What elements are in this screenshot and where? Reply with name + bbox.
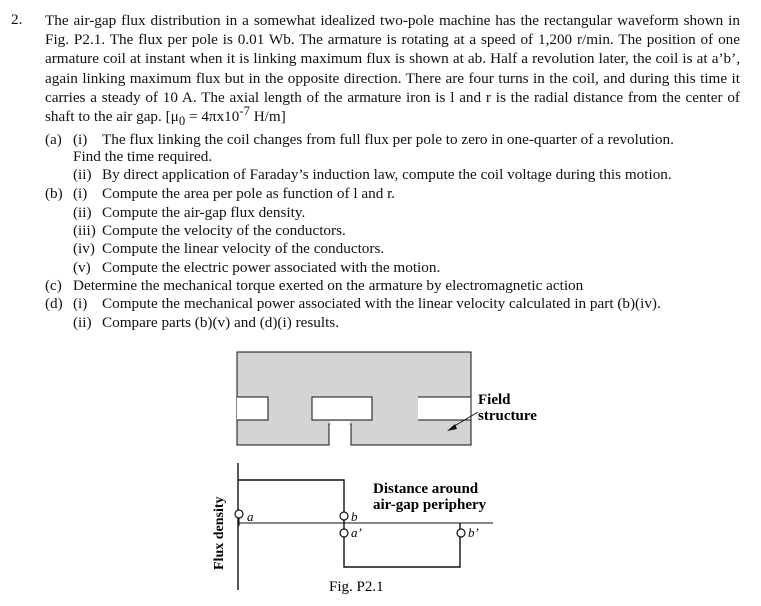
- slot-left: [237, 397, 268, 420]
- point-b-label: b: [351, 509, 358, 524]
- part-a-label: (a): [45, 131, 62, 148]
- part-b-ii-text: Compute the air-gap flux density.: [102, 204, 306, 221]
- part-b-iii-text: Compute the velocity of the conductors.: [102, 222, 346, 239]
- slot-right: [418, 397, 471, 420]
- coil-side-a-prime-marker: [340, 529, 348, 537]
- part-d-ii-sub: (ii): [73, 314, 92, 331]
- point-a-prime-label: a’: [351, 525, 362, 540]
- distance-label-1: Distance around: [373, 481, 479, 497]
- part-b-v-sub: (v): [73, 259, 91, 276]
- part-b-v-text: Compute the electric power associated with the motion.: [102, 259, 441, 276]
- part-b-i-sub: (i): [73, 185, 88, 202]
- part-a-ii-text: By direct application of Faraday’s induction law, compute the coil voltage during this motion.: [102, 166, 672, 183]
- part-b-i-text: Compute the area per pole as function of l and r.: [102, 185, 396, 202]
- part-a-i-sub: (i): [73, 131, 88, 148]
- problem-statement: The air-gap flux distribution in a somewhat idealized two-pole machine has the rectangular waveform shown in Fig. P2.1. The flux per pole is 0.01 Wb. The armature is rotating at a speed of 1,200 r/min. The position of one armature coil at instant when it is linking maximum flux is shown at ab. Half a revolution later, the coil is at a’b’, again linking maximum flux but in the opposite direction. There are four turns in the coil, and during this time it carries a steady of 10 A. The axial length of the armature iron is l and r is the radial distance from the center of shaft to the air gap. [$\mu_0 = 4\pi x10^{-7}$ H/m]: [45, 12, 740, 129]
- gap-fill: [330, 421, 350, 445]
- part-a-i-text-cont: Find the time required.: [73, 148, 213, 165]
- part-b-iv-text: Compute the linear velocity of the conductors.: [102, 240, 385, 257]
- part-d-i-sub: (i): [73, 295, 88, 312]
- part-d-ii-text: Compare parts (b)(v) and (d)(i) results.: [102, 314, 340, 331]
- part-d-label: (d): [45, 295, 63, 312]
- coil-side-a-marker: [235, 510, 243, 518]
- field-label-1: Field: [478, 392, 511, 408]
- part-b-iv-sub: (iv): [73, 240, 95, 257]
- point-a-label: a: [247, 509, 254, 524]
- point-b-prime-label: b’: [468, 525, 479, 540]
- exponent: -7: [239, 103, 250, 118]
- mu-subscript: 0: [178, 114, 186, 129]
- part-d-i-text: Compute the mechanical power associated with the linear velocity calculated in part (b)(iv).: [102, 295, 661, 312]
- figure-caption: Fig. P2.1: [329, 579, 384, 595]
- y-axis-label: Flux density: [212, 496, 227, 570]
- part-b-ii-sub: (ii): [73, 204, 92, 221]
- field-label-2: structure: [478, 408, 537, 424]
- part-b-iii-sub: (iii): [73, 222, 96, 239]
- part-c-text: Determine the mechanical torque exerted on the armature by electromagnetic action: [73, 277, 584, 294]
- distance-label-2: air-gap periphery: [373, 497, 487, 513]
- coil-side-b-prime-marker: [457, 529, 465, 537]
- slot-middle: [312, 397, 372, 420]
- figure-p2-1: [195, 340, 595, 606]
- problem-number: 2.: [11, 11, 23, 28]
- part-c-label: (c): [45, 277, 62, 294]
- coil-side-b-marker: [340, 512, 348, 520]
- part-a-ii-sub: (ii): [73, 166, 92, 183]
- part-b-label: (b): [45, 185, 63, 202]
- part-a-i-text: The flux linking the coil changes from full flux per pole to zero in one-quarter of a revolution.: [102, 131, 674, 148]
